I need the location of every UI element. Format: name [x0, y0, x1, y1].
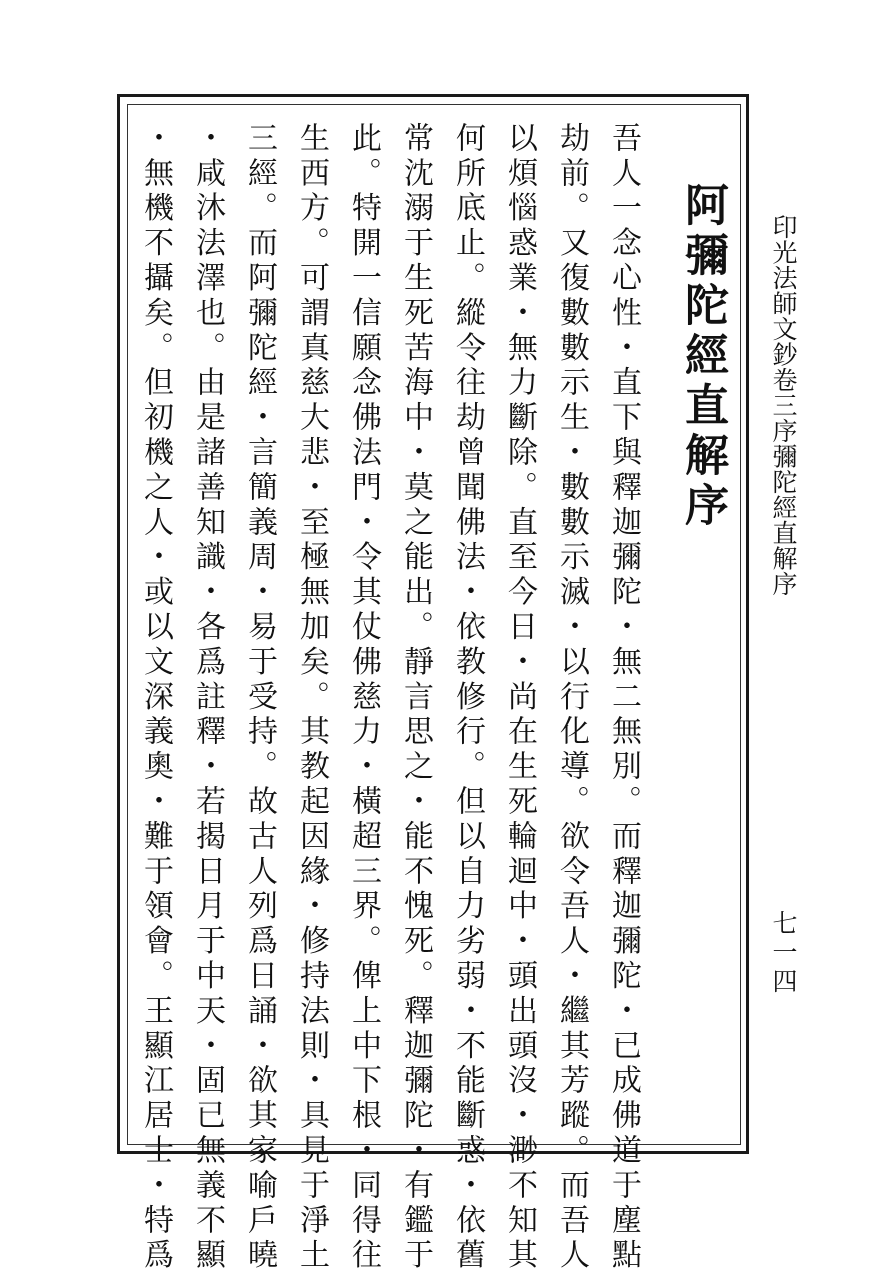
text-column: 何所底止。縱令往劫曾聞佛法・依教修行。但以自力劣弱・不能斷惑・依舊: [450, 122, 485, 1274]
running-head-book: 印光法師文鈔卷三: [769, 214, 798, 418]
text-column: 以煩惱惑業・無力斷除。直至今日・尚在生死輪迴中・頭出頭沒・渺不知其: [502, 122, 537, 1274]
document-title: 阿彌陀經直解序: [677, 182, 728, 532]
text-column: 生西方。可謂真慈大悲・至極無加矣。其教起因緣・修持法則・具見于淨土: [294, 122, 329, 1274]
text-column: ・無機不攝矣。但初機之人・或以文深義奧・難于領會。王顯江居士・特爲: [138, 122, 173, 1274]
page-number: 七一四: [769, 910, 798, 997]
text-column: ・咸沐法澤也。由是諸善知識・各爲註釋・若揭日月于中天・固已無義不顯: [190, 122, 225, 1274]
text-column: 三經。而阿彌陀經・言簡義周・易于受持。故古人列爲日誦・欲其家喻戶曉: [242, 122, 277, 1274]
text-body: [138, 118, 730, 1274]
text-column: 劫前。又復數數示生・數數示滅・以行化導。欲令吾人・繼其芳蹤。而吾人: [554, 122, 589, 1274]
text-column: 此。特開一信願念佛法門・令其仗佛慈力・橫超三界。俾上中下根・同得往: [346, 122, 381, 1274]
text-column: 吾人一念心性・直下與釋迦彌陀・無二無別。而釋迦彌陀・已成佛道于塵點: [606, 122, 641, 1274]
running-head-chapter: 彌陀經直解序: [769, 443, 798, 597]
text-column: 常沈溺于生死苦海中・莫之能出。靜言思之・能不愧死。釋迦彌陀・有鑑于: [398, 122, 433, 1274]
running-head-section: 序: [769, 418, 798, 444]
running-head: [769, 214, 798, 597]
